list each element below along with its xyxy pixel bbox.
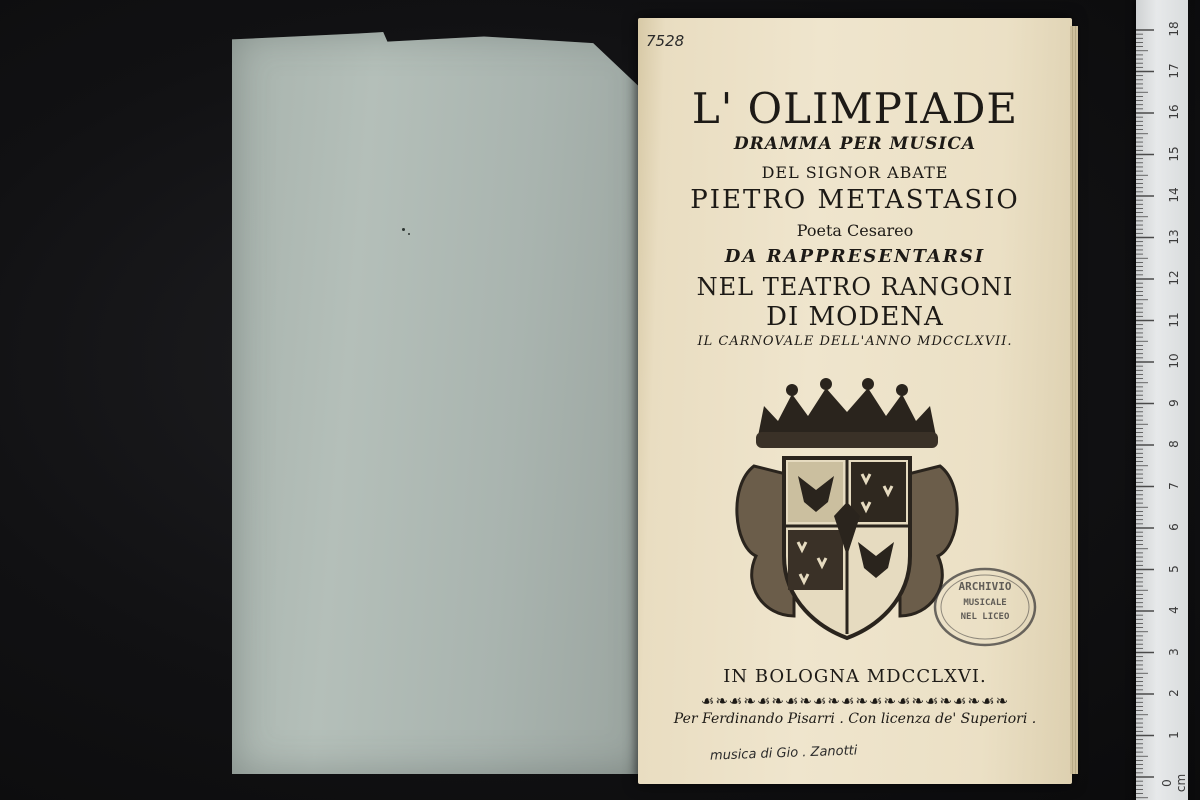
coat-of-arms-woodcut (734, 366, 960, 646)
title-page (638, 18, 1072, 784)
ruler-label: 4 (1167, 606, 1181, 614)
ruler-label: 11 (1167, 311, 1181, 328)
ruler-label: 16 (1167, 104, 1181, 120)
ruler-label: 5 (1167, 564, 1181, 573)
cover-speck (408, 233, 410, 235)
stamp-line-2: MUSICALE (963, 598, 1007, 608)
printer-line: Per Ferdinando Pisarri . Con licenza de' Superiori . (673, 711, 1037, 727)
imprint-place: IN BOLOGNA MDCCLXVI. (723, 666, 987, 687)
theatre-name: NEL TEATRO RANGONI (696, 273, 1014, 301)
stamp-line-1: ARCHIVIO (958, 580, 1012, 593)
city-name: DI MODENA (766, 302, 944, 332)
ruler-label: 2 (1167, 689, 1181, 697)
author-prefix: DEL SIGNOR ABATE (761, 163, 949, 182)
ruler-label: 6 (1167, 523, 1181, 531)
ruler-label: 8 (1167, 440, 1181, 448)
ruler-label: 13 (1167, 228, 1181, 245)
ruler-label: 17 (1167, 62, 1181, 79)
performance-intro: DA RAPPRESENTARSI (724, 246, 986, 267)
stamp-line-3: NEL LICEO (960, 612, 1010, 622)
ruler-label: 1 (1167, 730, 1181, 739)
season-line: IL CARNOVALE DELL'ANNO MDCCLXVII. (697, 334, 1013, 349)
cover-speck (402, 228, 405, 231)
inventory-number: 7528 (646, 32, 685, 50)
ruler-label: 7 (1167, 481, 1181, 490)
measurement-ruler (1136, 0, 1188, 800)
author-name: PIETRO METASTASIO (690, 185, 1020, 215)
book-title: L' OLIMPIADE (691, 84, 1019, 133)
ruler-label: 3 (1167, 647, 1181, 656)
ruler-label: 10 (1167, 353, 1181, 369)
ruler-label: 18 (1167, 21, 1181, 37)
genre-line: DRAMMA PER MUSICA (733, 134, 977, 154)
author-role: Poeta Cesareo (796, 221, 914, 240)
ruler-label: 14 (1167, 187, 1181, 203)
ornament-row: ☙❧☙❧☙❧☙❧☙❧☙❧☙❧☙❧☙❧☙❧☙❧ (700, 692, 1010, 710)
ruler-label: 12 (1167, 270, 1181, 286)
ruler-label: 0 cm (1160, 773, 1188, 793)
ruler-label: 15 (1167, 145, 1181, 162)
handwritten-note: musica di Gio . Zanotti (709, 743, 858, 764)
ruler-label: 9 (1167, 398, 1181, 407)
archive-stamp (932, 566, 1038, 648)
blue-paper-cover (232, 32, 652, 774)
